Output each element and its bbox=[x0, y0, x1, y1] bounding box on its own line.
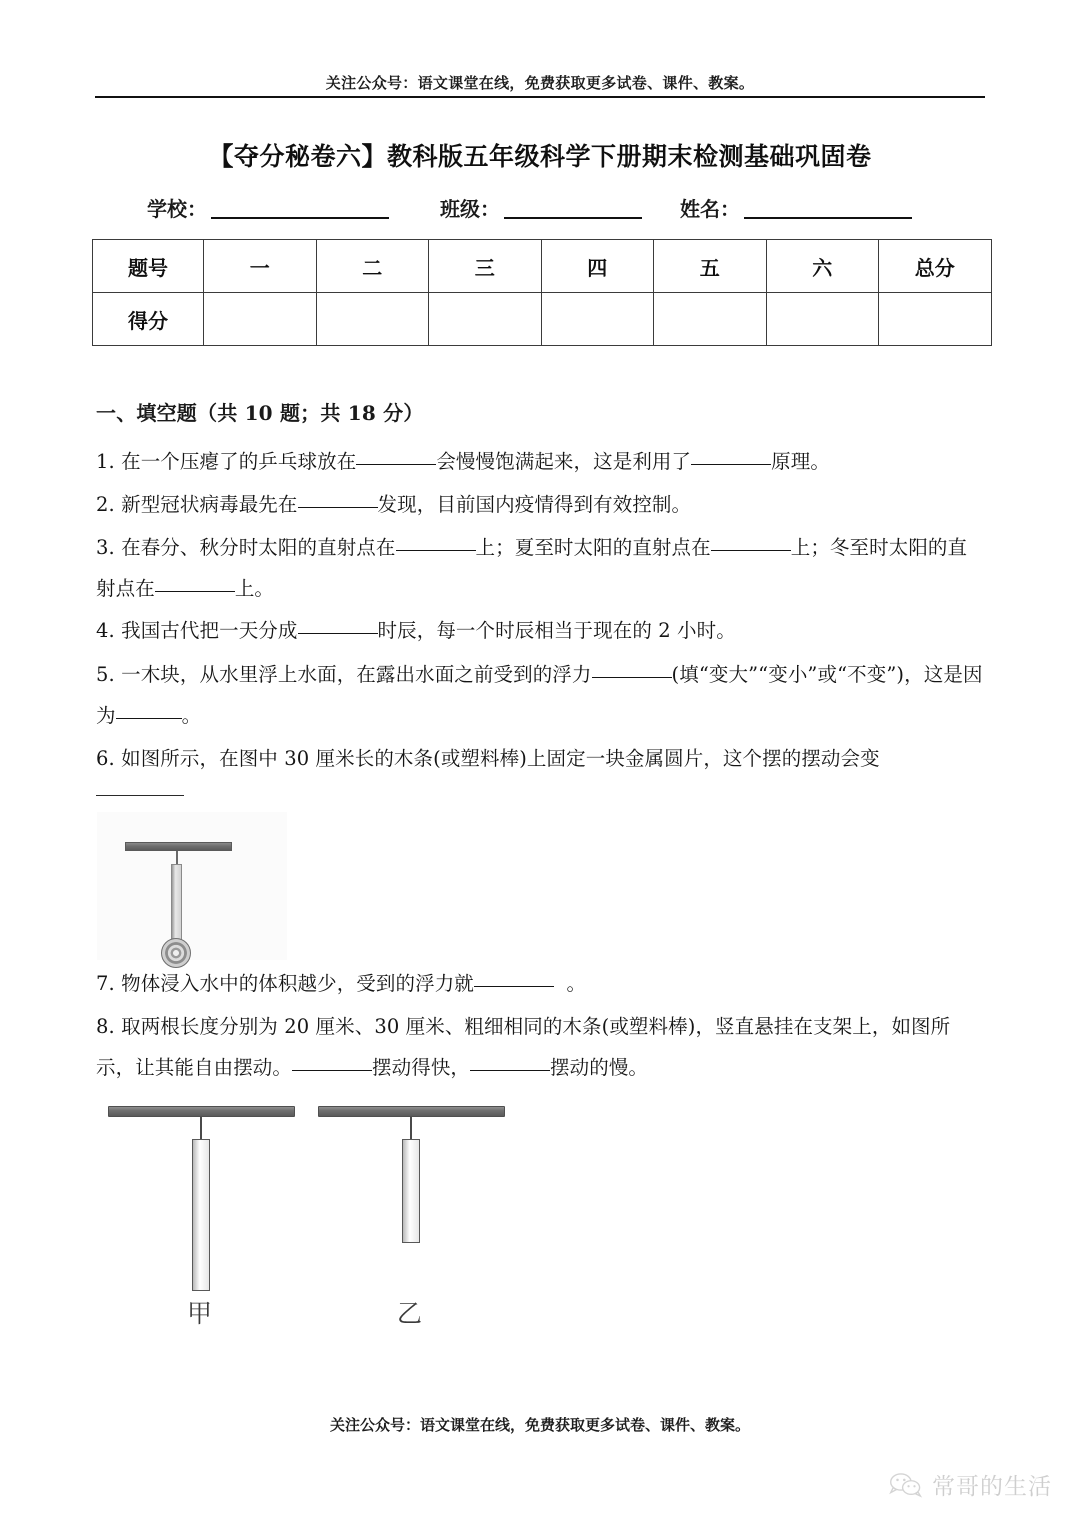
table-row-question-numbers bbox=[93, 240, 992, 293]
school-label: 学校： bbox=[147, 197, 207, 221]
question-4 bbox=[96, 610, 986, 651]
question-4-text-a: 4. 我国古代把一天分成 bbox=[96, 619, 298, 642]
footer-promo-note: 关注公众号：语文课堂在线，免费获取更多试卷、课件、教案。 bbox=[329, 1416, 750, 1434]
col-header-total: 总分 bbox=[879, 240, 992, 293]
question-1-blank-1[interactable] bbox=[356, 464, 436, 465]
question-3-blank-1[interactable] bbox=[396, 550, 476, 551]
pendulum-b-string bbox=[410, 1117, 412, 1139]
question-8-text-b: 摆动得快， bbox=[372, 1056, 471, 1079]
col-header-5: 五 bbox=[654, 240, 767, 293]
col-header-3: 三 bbox=[429, 240, 542, 293]
question-2 bbox=[96, 484, 986, 525]
header-divider bbox=[95, 96, 985, 98]
figure-pendulum-single bbox=[97, 812, 287, 960]
watermark-text: 常哥的生活 bbox=[932, 1474, 1052, 1500]
class-input-blank[interactable] bbox=[504, 202, 642, 219]
school-input-blank[interactable] bbox=[211, 202, 389, 219]
question-3-text-a: 3. 在春分、秋分时太阳的直射点在 bbox=[96, 536, 396, 559]
question-7-blank-1[interactable] bbox=[474, 986, 554, 987]
pendulum-a-label: 甲 bbox=[187, 1299, 213, 1328]
question-1-blank-2[interactable] bbox=[691, 464, 771, 465]
score-cell-1[interactable] bbox=[204, 293, 317, 346]
pendulum-b-support-bar bbox=[318, 1106, 505, 1117]
question-5-text-a: 5. 一木块，从水里浮上水面，在露出水面之前受到的浮力 bbox=[96, 663, 592, 686]
wechat-icon bbox=[889, 1471, 923, 1499]
class-field[interactable] bbox=[440, 199, 642, 219]
question-7-text-b: 。 bbox=[566, 972, 587, 995]
col-header-2: 二 bbox=[316, 240, 429, 293]
question-3 bbox=[96, 527, 986, 609]
question-8-text-a: 8. 取两根长度分别为 20 厘米、30 厘米、粗细相同的木条(或塑料棒)，竖直悬挂在支架上，如图所示，让其能自由摆动。 bbox=[96, 1015, 951, 1079]
question-3-blank-2[interactable] bbox=[711, 550, 791, 551]
question-8 bbox=[96, 1006, 986, 1088]
name-label: 姓名： bbox=[680, 197, 740, 221]
header-promo-note: 关注公众号：语文课堂在线，免费获取更多试卷、课件、教案。 bbox=[325, 74, 755, 92]
page-title: 【夺分秘卷六】教科版五年级科学下册期末检测基础巩固卷 bbox=[208, 142, 872, 171]
name-field[interactable] bbox=[680, 199, 912, 219]
score-cell-5[interactable] bbox=[654, 293, 767, 346]
question-5 bbox=[96, 654, 986, 736]
question-8-text-c: 摆动的慢。 bbox=[550, 1056, 649, 1079]
question-5-blank-2[interactable] bbox=[116, 718, 182, 719]
section-heading-fill-in-blanks: 一、填空题（共 10 题；共 18 分） bbox=[96, 401, 424, 425]
question-4-text-b: 时辰，每一个时辰相当于现在的 2 小时。 bbox=[377, 619, 736, 642]
score-cell-6[interactable] bbox=[766, 293, 879, 346]
score-cell-3[interactable] bbox=[429, 293, 542, 346]
col-header-6: 六 bbox=[766, 240, 879, 293]
question-2-blank-1[interactable] bbox=[298, 507, 378, 508]
figure-pendulum-pair bbox=[95, 1098, 565, 1338]
question-1-text-c: 原理。 bbox=[771, 450, 830, 473]
question-5-text-b: (填“变大”“变小”或“不变”)，这是因为 bbox=[96, 663, 983, 727]
row-label-score: 得分 bbox=[93, 293, 204, 346]
pendulum-rod bbox=[171, 864, 182, 946]
score-cell-4[interactable] bbox=[541, 293, 654, 346]
table-row-scores bbox=[93, 293, 992, 346]
watermark bbox=[889, 1468, 1052, 1501]
pendulum-a-support-bar bbox=[108, 1106, 295, 1117]
pendulum-string bbox=[176, 851, 178, 865]
name-input-blank[interactable] bbox=[744, 202, 912, 219]
question-5-blank-1[interactable] bbox=[592, 677, 672, 678]
question-2-text-a: 2. 新型冠状病毒最先在 bbox=[96, 493, 298, 516]
question-7-text-a: 7. 物体浸入水中的体积越少，受到的浮力就 bbox=[96, 972, 474, 995]
class-label: 班级： bbox=[440, 197, 500, 221]
question-4-blank-1[interactable] bbox=[298, 633, 378, 634]
score-table bbox=[92, 239, 992, 346]
question-6 bbox=[96, 738, 986, 779]
pendulum-support-bar bbox=[125, 842, 232, 851]
question-7 bbox=[96, 963, 986, 1004]
row-label-question-no: 题号 bbox=[93, 240, 204, 293]
question-3-text-b: 上；夏至时太阳的直射点在 bbox=[475, 536, 711, 559]
score-cell-2[interactable] bbox=[316, 293, 429, 346]
score-cell-total[interactable] bbox=[879, 293, 992, 346]
question-2-text-b: 发现，目前国内疫情得到有效控制。 bbox=[377, 493, 692, 516]
question-3-text-c: 上；冬至时太阳的直射点在 bbox=[96, 536, 968, 600]
question-1-text-a: 1. 在一个压瘪了的乒乓球放在 bbox=[96, 450, 357, 473]
question-8-blank-2[interactable] bbox=[470, 1070, 550, 1071]
col-header-4: 四 bbox=[541, 240, 654, 293]
school-field[interactable] bbox=[147, 199, 389, 219]
pendulum-a-rod bbox=[192, 1139, 210, 1291]
pendulum-a-string bbox=[200, 1117, 202, 1139]
identity-row bbox=[95, 199, 985, 231]
pendulum-b-label: 乙 bbox=[397, 1299, 423, 1328]
question-3-text-d: 上。 bbox=[234, 577, 275, 600]
question-3-blank-3[interactable] bbox=[155, 591, 235, 592]
pendulum-b-rod bbox=[402, 1139, 420, 1243]
question-8-blank-1[interactable] bbox=[292, 1070, 372, 1071]
question-6-blank-1[interactable] bbox=[96, 795, 184, 796]
question-1-text-b: 会慢慢饱满起来，这是利用了 bbox=[436, 450, 692, 473]
col-header-1: 一 bbox=[204, 240, 317, 293]
question-5-text-c: 。 bbox=[181, 704, 202, 727]
question-6-text-a: 6. 如图所示，在图中 30 厘米长的木条(或塑料棒)上固定一块金属圆片，这个摆的摆动会变 bbox=[96, 747, 880, 770]
question-1 bbox=[96, 441, 986, 482]
